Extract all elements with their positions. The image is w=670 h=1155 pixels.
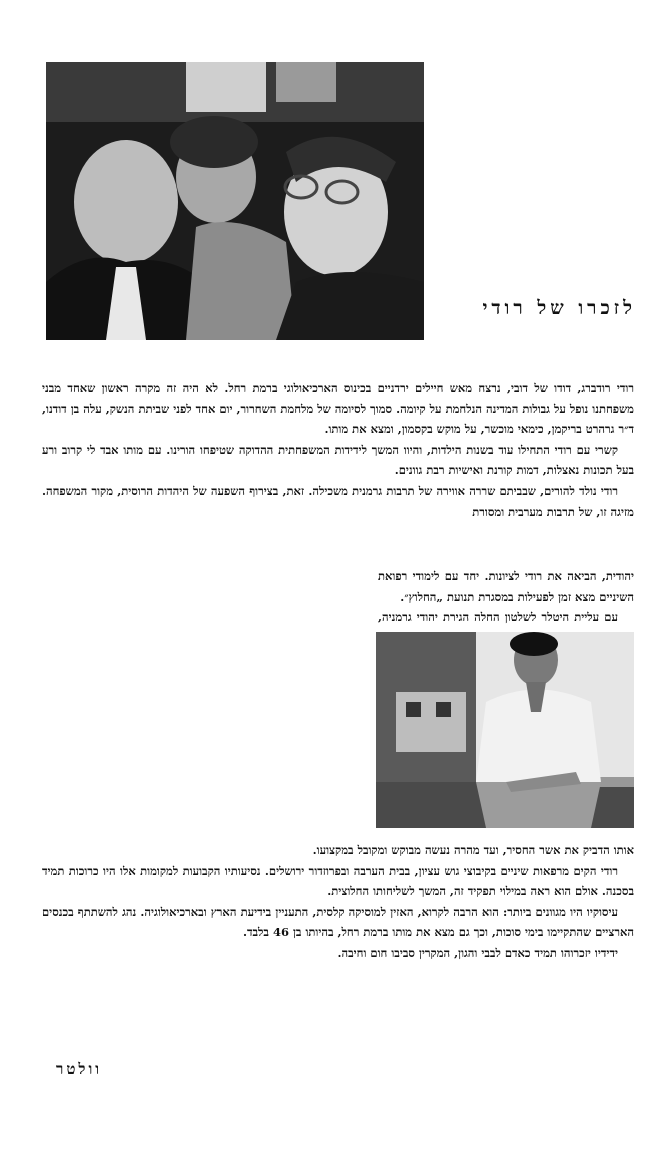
article-body-top: [42, 378, 634, 522]
paragraph: רודי נולד להורים, שבביתם שררה אווירה של תרבות גרמנית משכילה. זאת, בצירוף השפעה של היהדות הרוסית, מקור המשפחה. מזיגה זו, של תרבות מערבית ומסורת: [42, 483, 634, 519]
portrait-photo: [376, 632, 634, 828]
paragraph: רודי הקים מרפאות שיניים בקיבוצי גוש עציון, בבית הערבה ובפרוזדור ירושלים. נסיעותיו הקבועות למקומות אלו היו כרוכות תמיד בסכנה. אולם הוא ראה במילוי תפקיד זה, המשך לשליחותו החלוצית.: [42, 863, 634, 899]
family-photo: [46, 62, 424, 340]
author-signature: וולטר: [56, 1060, 103, 1078]
page-title: לזכרו של רודי: [482, 297, 636, 319]
family-photo-image: [46, 62, 424, 340]
paragraph: ידידיו יזכרוהו תמיד כאדם לבבי והגון, המקרין סביבו חום וחיבה.: [337, 945, 618, 960]
paragraph: קשרי עם רודי התחילו עוד בשנות הילדות, והיוו המשך לידידות המשפחתית ההדוקה שטיפחו הורינו. עם מותו אבד לי קרוב ורע בעל תכונות נאצלות, דמות קורנת ואישיות רבת גוונים.: [42, 442, 634, 478]
article-body-bottom: [42, 840, 634, 964]
paragraph: עם עליית היטלר לשלטון החלה הגירת יהודי גרמניה,: [378, 610, 618, 625]
portrait-photo-image: [376, 632, 634, 828]
paragraph: רודי רודברג, דודו של דובי, נרצח מאש חיילים ירדניים בכינוס הארכיאולוגי ברמת רחל. לא היה זה מקרה ראשון שאחד מבני משפחתנו נופל על גבולות המדינה הנלחמת על קיומה. סמוך לסיומה של מלחמת השחרור, יום אחד לפני שביתת הנשק, עלה בן דודנו, ד״ר גרהרט בריקמן, כימאי מוכשר, על מוקש בקסמון, ומצא את מותו.: [42, 381, 634, 437]
paragraph: אותו הדביק את אשר החסיר, ועד מהרה נעשה מבוקש ומקובל במקצועו.: [312, 843, 634, 857]
paragraph: יהודית, הביאה את רודי לציונות. יחד עם לימודי רפואת השיניים מצא זמן לפעילות במסגרת תנועת „החלוץ״.: [378, 569, 634, 604]
paragraph: עיסוקיו היו מגוונים ביותר: הוא הרבה לקרוא, האזין למוסיקה קלסית, התעניין בידיעת הארץ ובארכיאולוגיה. נהג להשתתף בכנסים הארציים שהתקיימו בימי סוכות, וכך גם מצא את מותו ברמת רחל, בהיותו בן 46 בלבד.: [42, 904, 634, 940]
